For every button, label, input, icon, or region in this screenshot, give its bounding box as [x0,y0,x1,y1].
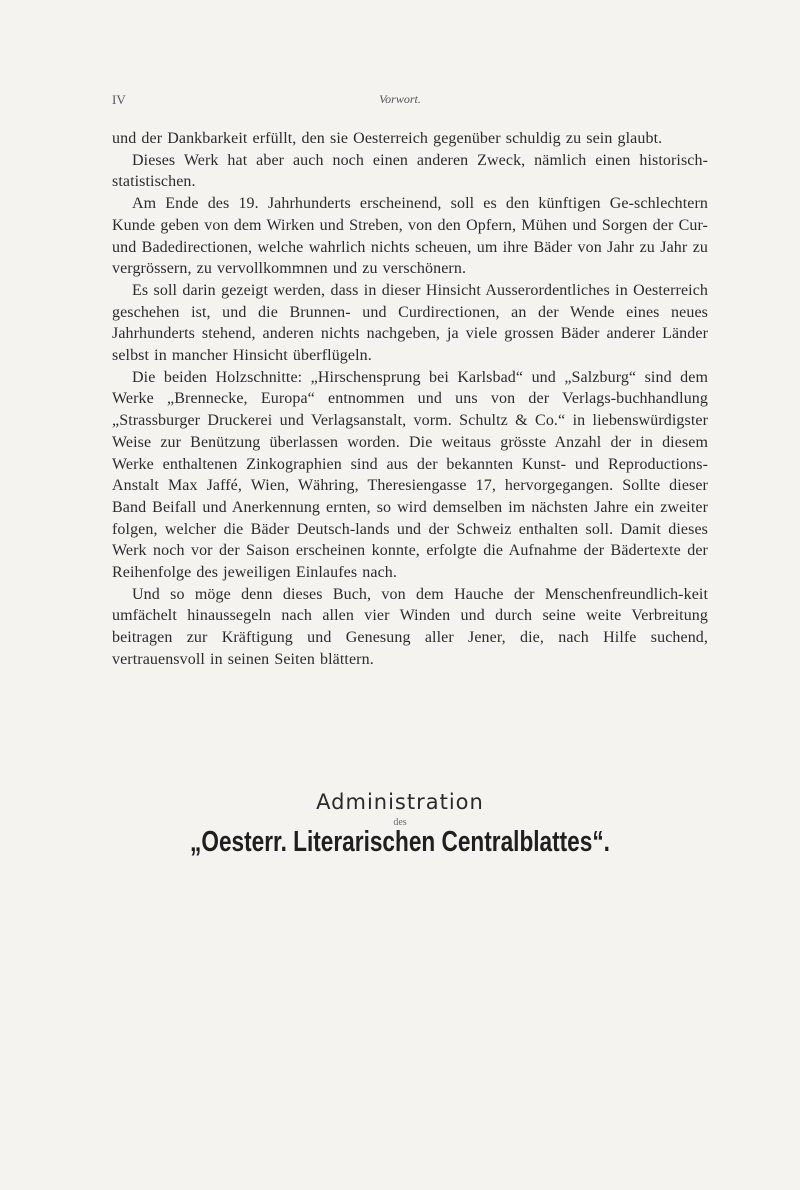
body-text [112,128,708,671]
signature-des: des [393,817,407,828]
paragraph: und der Dankbarkeit erfüllt, den sie Oesterreich gegenüber schuldig zu sein glaubt. [112,130,663,147]
signature-administration: Administration [316,790,484,814]
page-header [0,92,800,112]
signature-publisher: „Oesterr. Literarischen Centralblattes“. [190,826,610,858]
paragraph: Es soll darin gezeigt werden, dass in dieser Hinsicht Ausserordentliches in Oesterreich geschehen ist, und die Brunnen- und Curdirectionen, an der Wende eines neues Jahrhunderts stehend, anderen nichts nachgeben, ja viele grossen Bäder anderer Länder selbst in mancher Hinsicht überflügeln. [112,281,708,365]
paragraph: Und so möge denn dieses Buch, von dem Hauche der Menschenfreundlich-keit umfächelt hinaussegeln nach allen vier Winden und durch seine weite Verbreitung beitragen zur Kräftigung und Genesung aller Jener, die, nach Hilfe suchend, vertrauensvoll in seinen Seiten blättern. [112,585,708,668]
running-head: Vorwort. [379,92,421,106]
paragraph: Die beiden Holzschnitte: „Hirschensprung bei Karlsbad“ und „Salzburg“ sind dem Werke „Brennecke, Europa“ entnommen und uns von der Verlags-buchhandlung „Strassburger Druckerei und Verlagsanstalt, vorm. Schultz & Co.“ in liebenswürdigster Weise zur Benützung überlassen worden. Die weitaus grösste Anzahl der in diesem Werke enthaltenen Zinkographien sind aus der bekannten Kunst- und Reproductions-Anstalt Max Jaffé, Wien, Währing, Theresiengasse 17, hervorgegangen. Sollte dieser Band Beifall und Anerkennung ernten, so wird demselben im nächsten Jahre ein zweiter folgen, welcher die Bäder Deutsch-lands und der Schweiz enthalten soll. Damit dieses Werk noch vor der Saison erscheinen konnte, erfolgte die Aufnahme der Bädertexte der Reihenfolge des jeweiligen Einlaufes nach. [112,368,708,582]
paragraph: Am Ende des 19. Jahrhunderts erscheinend, soll es den künftigen Ge-schlechtern Kunde geben von dem Wirken und Streben, von den Opfern, Mühen und Sorgen der Cur- und Badedirectionen, welche wahrlich nichts scheuen, um ihre Bäder von Jahr zu Jahr zu vergrössern, zu vervollkommnen und zu verschönern. [112,195,708,278]
page-number: IV [112,92,126,107]
paragraph: Dieses Werk hat aber auch noch einen anderen Zweck, nämlich einen historisch-statistischen. [112,151,708,191]
signature-block [0,790,800,859]
